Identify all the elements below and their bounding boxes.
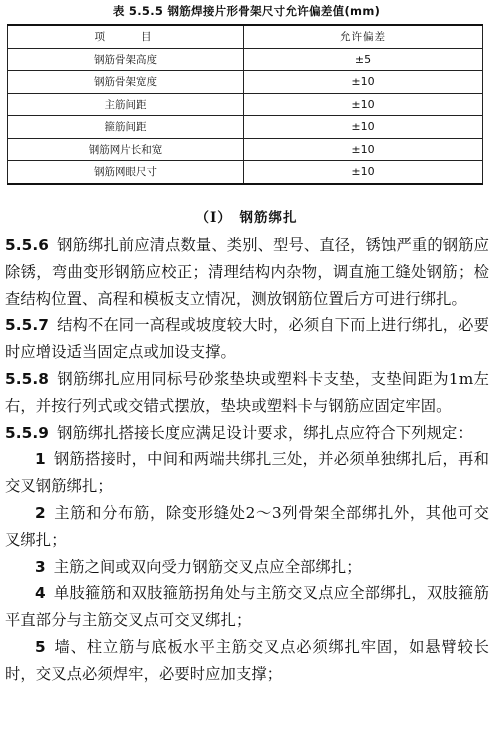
list-item-number: 2 (35, 503, 46, 522)
clause-text: 钢筋绑扎前应清点数量、类别、型号、直径，锈蚀严重的钢筋应除锈，弯曲变形钢筋应校正；清理结构内杂物，调直施工缝处钢筋；检查结构位置、高程和模板支立情况，测放钢筋位置后方可进行绑扎。 (5, 236, 489, 308)
table-row (8, 116, 483, 139)
table-row (8, 48, 483, 71)
list-item-text: 钢筋搭接时，中间和两端共绑扎三处，并必须单独绑扎后，再和交叉钢筋绑扎； (5, 450, 489, 496)
row-tolerance: ±10 (244, 161, 483, 184)
row-item: 钢筋网片长和宽 (8, 138, 244, 161)
table-row (8, 71, 483, 94)
row-item: 主筋间距 (8, 93, 244, 116)
clause-paragraph (5, 312, 489, 366)
clause-text: 钢筋绑扎搭接长度应满足设计要求，绑扎点应符合下列规定： (57, 423, 473, 442)
list-item-text: 主筋之间或双向受力钢筋交叉点应全部绑扎； (53, 557, 362, 576)
clause-paragraph (5, 420, 489, 447)
list-item (5, 446, 489, 500)
row-item: 钢筋骨架高度 (8, 48, 244, 71)
row-tolerance: ±10 (244, 71, 483, 94)
list-item (5, 500, 489, 554)
row-tolerance: ±10 (244, 116, 483, 139)
clause-paragraph (5, 232, 489, 312)
header-item: 项 目 (8, 25, 244, 48)
header-tolerance: 允许偏差 (244, 25, 483, 48)
row-tolerance: ±10 (244, 138, 483, 161)
clause-number: 5.5.9 (5, 423, 50, 442)
clause-number: 5.5.7 (5, 316, 50, 335)
clause-text: 钢筋绑扎应用同标号砂浆垫块或塑料卡支垫，支垫间距为1m左右，并按行列式或交错式摆放，垫块或塑料卡与钢筋应固定牢固。 (5, 369, 489, 415)
table-row (8, 138, 483, 161)
list-item (5, 634, 489, 688)
section-title: （Ⅰ） 钢筋绑扎 (195, 210, 298, 226)
clause-number: 5.5.6 (5, 236, 50, 254)
row-item: 箍筋间距 (8, 116, 244, 139)
list-item (5, 554, 489, 581)
clause-number: 5.5.8 (5, 369, 50, 388)
list-item-text: 墙、柱立筋与底板水平主筋交叉点必须绑扎牢固，如悬臂较长时，交叉点必须焊牢，必要时应加支撑； (5, 637, 489, 683)
body-text (5, 232, 489, 688)
table-row (8, 93, 483, 116)
list-item-number: 5 (35, 637, 46, 656)
row-tolerance: ±10 (244, 93, 483, 116)
row-item: 钢筋骨架宽度 (8, 71, 244, 94)
list-item-text: 单肢箍筋和双肢箍筋拐角处与主筋交叉点应全部绑扎，双肢箍筋平直部分与主筋交叉点可交叉绑扎； (5, 584, 489, 630)
list-item-text: 主筋和分布筋，除变形缝处2～3列骨架全部绑扎外，其他可交叉绑扎； (5, 503, 489, 549)
row-tolerance: ±5 (244, 48, 483, 71)
clause-text: 结构不在同一高程或坡度较大时，必须自下而上进行绑扎，必要时应增设适当固定点或加设支撑。 (5, 316, 489, 362)
clause-paragraph (5, 366, 489, 420)
row-item: 钢筋网眼尺寸 (8, 161, 244, 184)
list-item (5, 580, 489, 634)
list-item-number: 4 (35, 584, 46, 603)
tolerance-table (7, 24, 483, 185)
list-item-number: 1 (35, 450, 46, 469)
list-item-number: 3 (35, 557, 46, 576)
table-row (8, 161, 483, 184)
table-caption: 表 5.5.5 钢筋焊接片形骨架尺寸允许偏差值(mm) (112, 4, 381, 18)
table-header-row (8, 25, 483, 48)
